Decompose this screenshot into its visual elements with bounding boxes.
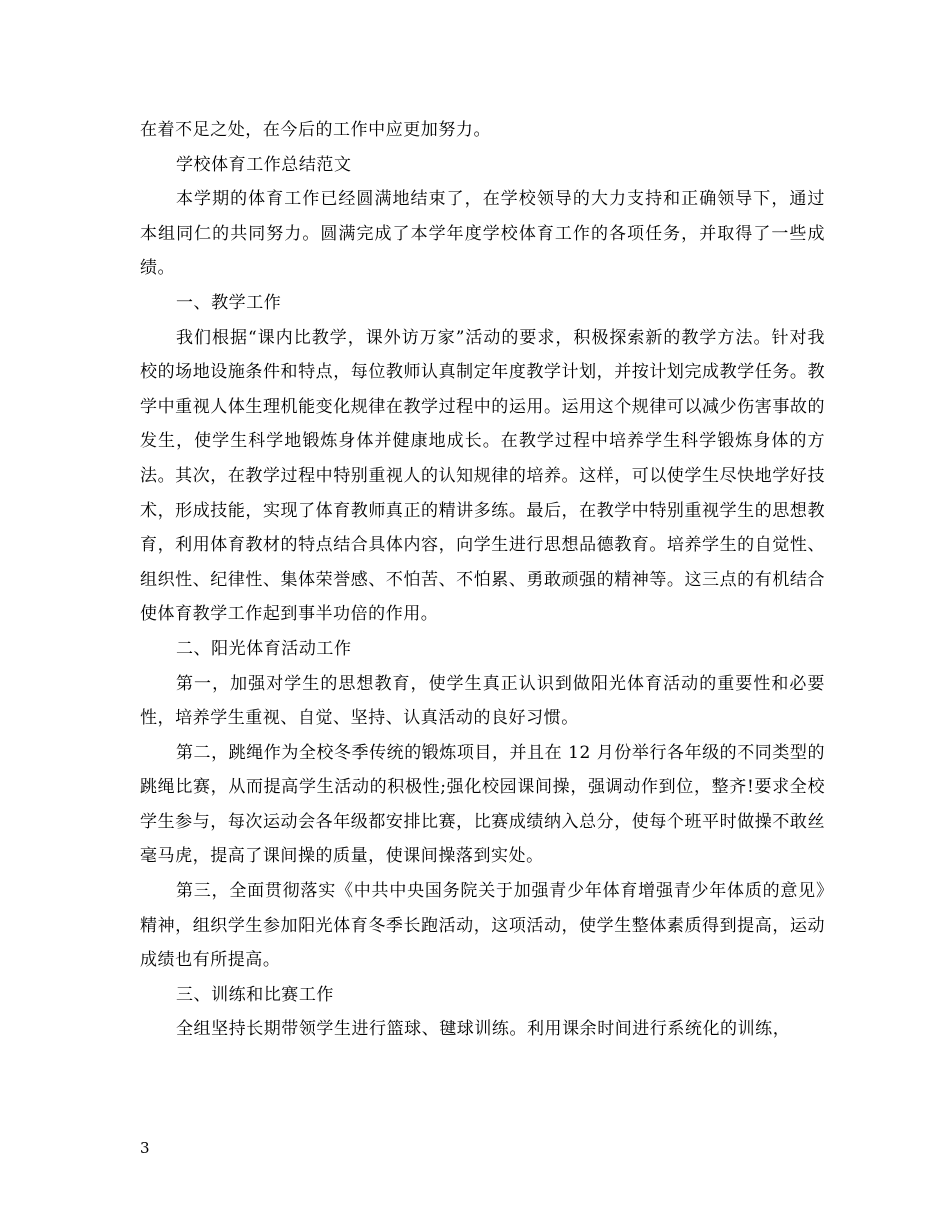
sunshine-third-paragraph: 第三，全面贯彻落实《中共中央国务院关于加强青少年体育增强青少年体质的意见》精神，组织学生参加阳光体育冬季长跑活动，这项活动，使学生整体素质得到提高，运动成绩也有所提高。 [140,881,825,971]
paragraph-continuation: 在着不足之处，在今后的工作中应更加努力。 [140,120,491,140]
training-paragraph: 全组坚持长期带领学生进行篮球、毽球训练。利用课余时间进行系统化的训练， [176,1019,791,1040]
document-title: 学校体育工作总结范文 [176,154,352,175]
page-number: 3 [140,1139,150,1157]
section-heading-sunshine-sports: 二、阳光体育活动工作 [176,638,352,659]
sunshine-second-paragraph: 第二，跳绳作为全校冬季传统的锻炼项目，并且在 12 月份举行各年级的不同类型的跳绳比赛，从而提高学生活动的积极性;强化校园课间操，强调动作到位，整齐!要求全校学生参与，每次运动会各年级都安排比赛，比赛成绩纳入总分，使每个班平时做操不敢丝毫马虎，提高了课间操的质量，使课间操落到实处。 [140,742,825,867]
teaching-paragraph: 我们根据“课内比教学，课外访万家”活动的要求，积极探索新的教学方法。针对我校的场地设施条件和特点，每位教师认真制定年度教学计划，并按计划完成教学任务。教学中重视人体生理机能变化规律在教学过程中的运用。运用这个规律可以减少伤害事故的发生，使学生科学地锻炼身体并健康地成长。在教学过程中培养学生科学锻炼身体的方法。其次，在教学过程中特别重视人的认知规律的培养。这样，可以使学生尽快地学好技术，形成技能，实现了体育教师真正的精讲多练。最后，在教学中特别重视学生的思想教育，利用体育教材的特点结合具体内容，向学生进行思想品德教育。培养学生的自觉性、组织性、纪律性、集体荣誉感、不怕苦、不怕累、勇敢顽强的精神等。这三点的有机结合使体育教学工作起到事半功倍的作用。 [140,327,825,625]
document-body [140,113,825,1047]
sunshine-first-paragraph: 第一，加强对学生的思想教育，使学生真正认识到做阳光体育活动的重要性和必要性，培养学生重视、自觉、坚持、认真活动的良好习惯。 [140,673,825,729]
section-heading-teaching: 一、教学工作 [176,292,282,313]
intro-paragraph: 本学期的体育工作已经圆满地结束了，在学校领导的大力支持和正确领导下，通过本组同仁的共同努力。圆满完成了本学年度学校体育工作的各项任务，并取得了一些成绩。 [140,189,825,279]
section-heading-training: 三、训练和比赛工作 [176,984,334,1005]
